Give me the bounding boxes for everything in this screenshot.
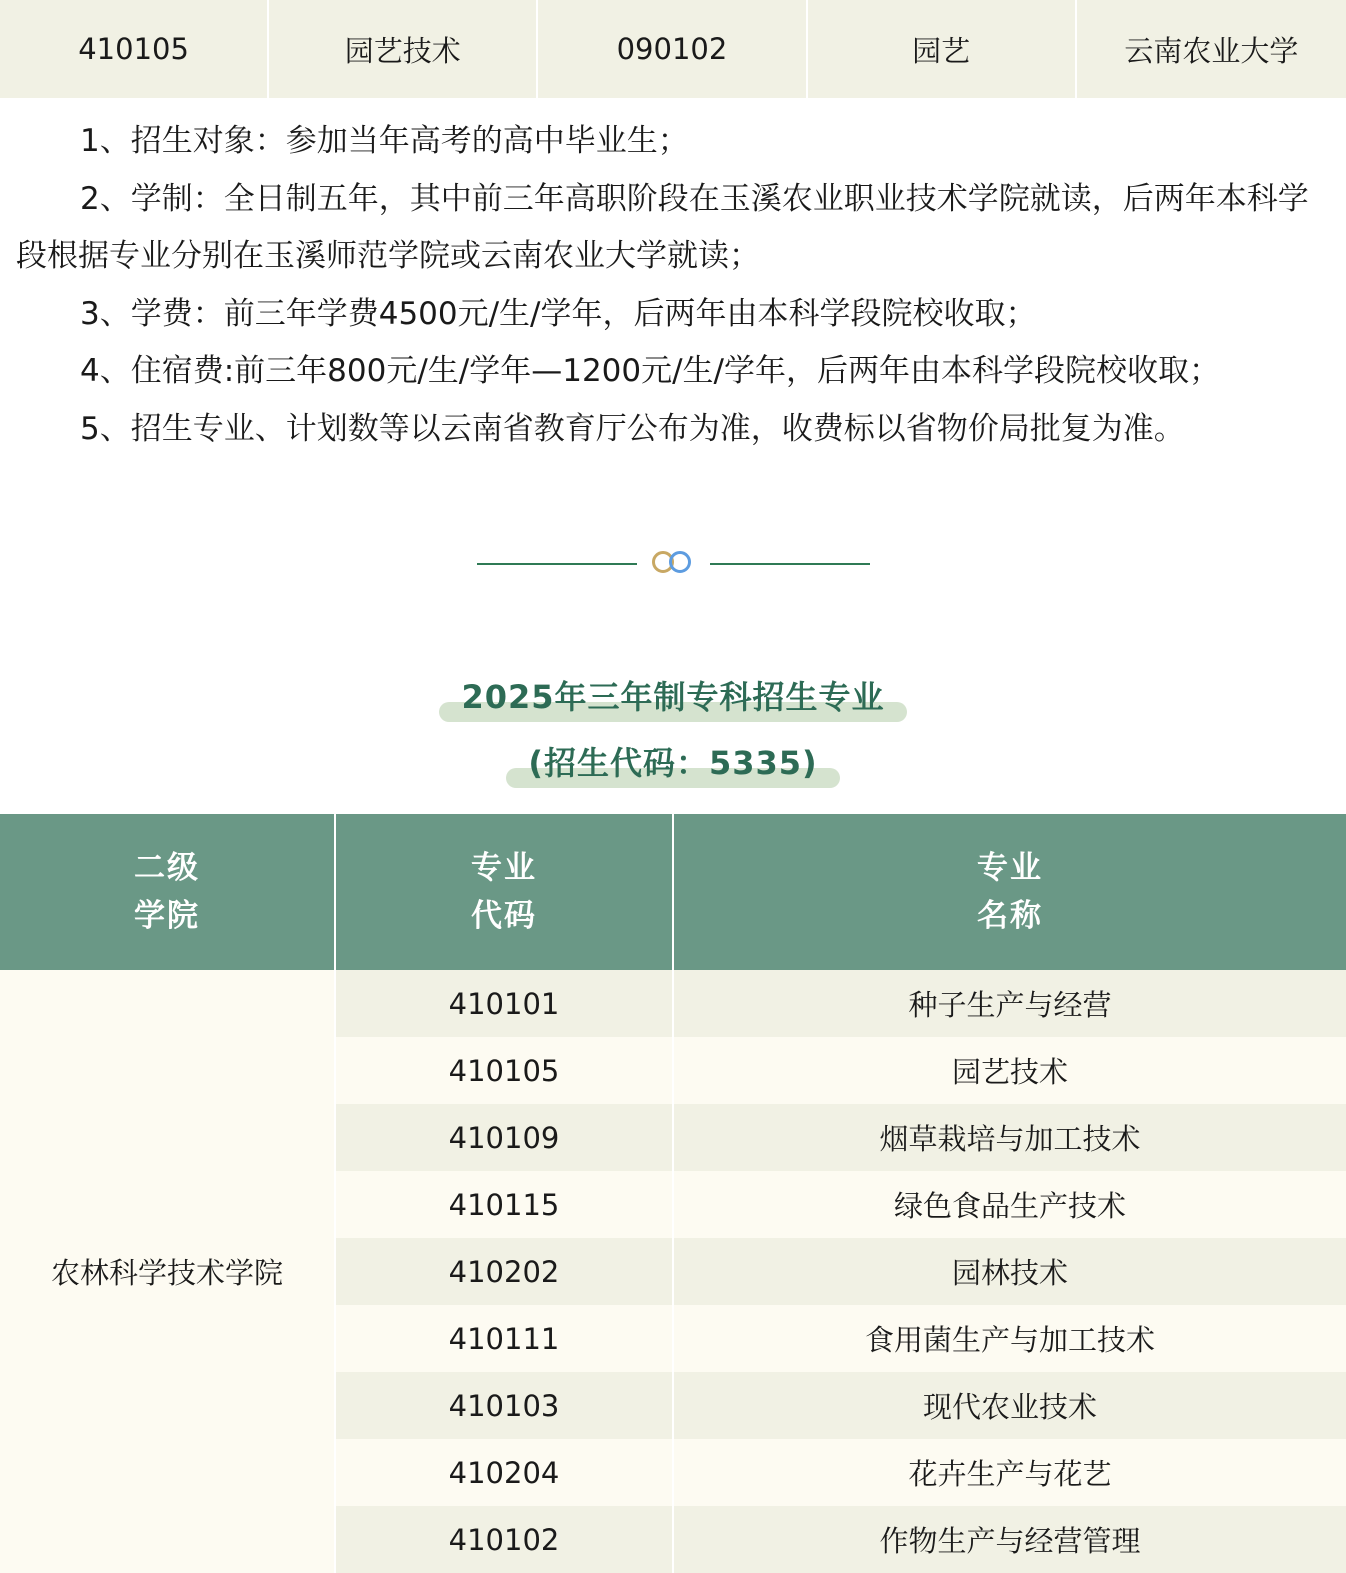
note-1: 1、招生对象：参加当年高考的高中毕业生； <box>80 123 689 159</box>
section-title <box>0 672 1346 718</box>
major-code: 410105 <box>335 1037 673 1104</box>
major-name: 花卉生产与花艺 <box>673 1439 1346 1506</box>
major-name: 种子生产与经营 <box>673 970 1346 1037</box>
header-code-line1: 专业 <box>471 850 537 886</box>
ring-blue-icon <box>669 551 691 573</box>
major-code: 410109 <box>335 1104 673 1171</box>
note-3: 3、学费：前三年学费4500元/生/学年，后两年由本科学段院校收取； <box>80 295 1037 332</box>
note-2: 2、学制：全日制五年，其中前三年高职阶段在玉溪农业职业技术学院就读，后两年本科学段根据专业分别在玉溪师范学院或云南农业大学就读； <box>16 180 1309 275</box>
header-name-line2: 名称 <box>977 898 1043 934</box>
header-code <box>335 814 673 970</box>
header-college <box>0 814 335 970</box>
major-code: 410103 <box>335 1372 673 1439</box>
table-row <box>0 970 1346 1037</box>
table-header-row <box>0 814 1346 970</box>
section-subtitle-text: (招生代码：5335) <box>506 738 839 784</box>
major-name: 作物生产与经营管理 <box>673 1506 1346 1573</box>
header-college-line2: 学院 <box>134 898 200 934</box>
major-name: 现代农业技术 <box>673 1372 1346 1439</box>
header-college-line1: 二级 <box>134 850 200 886</box>
major-name: 绿色食品生产技术 <box>673 1171 1346 1238</box>
major-code: 410204 <box>335 1439 673 1506</box>
header-code-line2: 代码 <box>471 898 537 934</box>
majors-table <box>0 814 1346 1573</box>
major-code: 410101 <box>335 970 673 1037</box>
top-major-code: 410105 <box>0 0 269 98</box>
major-code: 410111 <box>335 1305 673 1372</box>
top-bachelor-name: 园艺 <box>808 0 1077 98</box>
major-code: 410115 <box>335 1171 673 1238</box>
top-bachelor-code: 090102 <box>538 0 807 98</box>
major-name: 园林技术 <box>673 1238 1346 1305</box>
major-name: 食用菌生产与加工技术 <box>673 1305 1346 1372</box>
header-name-line1: 专业 <box>977 850 1043 886</box>
enrollment-notes <box>16 113 1334 459</box>
header-name <box>673 814 1346 970</box>
note-5: 5、招生专业、计划数等以云南省教育厅公布为准，收费标以省物价局批复为准。 <box>80 410 1185 447</box>
section-title-text: 2025年三年制专科招生专业 <box>439 672 906 718</box>
note-4: 4、住宿费:前三年800元/生/学年—1200元/生/学年，后两年由本科学段院校收取； <box>80 353 1221 390</box>
divider-line-left <box>477 563 637 565</box>
top-university: 云南农业大学 <box>1124 33 1299 68</box>
major-code: 410202 <box>335 1238 673 1305</box>
section-divider <box>0 548 1346 580</box>
divider-line-right <box>710 563 870 565</box>
previous-table-row <box>0 0 1346 98</box>
top-major-name: 园艺技术 <box>269 0 538 98</box>
major-name: 烟草栽培与加工技术 <box>673 1104 1346 1171</box>
major-code: 410102 <box>335 1506 673 1573</box>
major-name: 园艺技术 <box>673 1037 1346 1104</box>
college-cell: 农林科学技术学院 <box>0 970 335 1573</box>
section-subtitle <box>0 738 1346 784</box>
